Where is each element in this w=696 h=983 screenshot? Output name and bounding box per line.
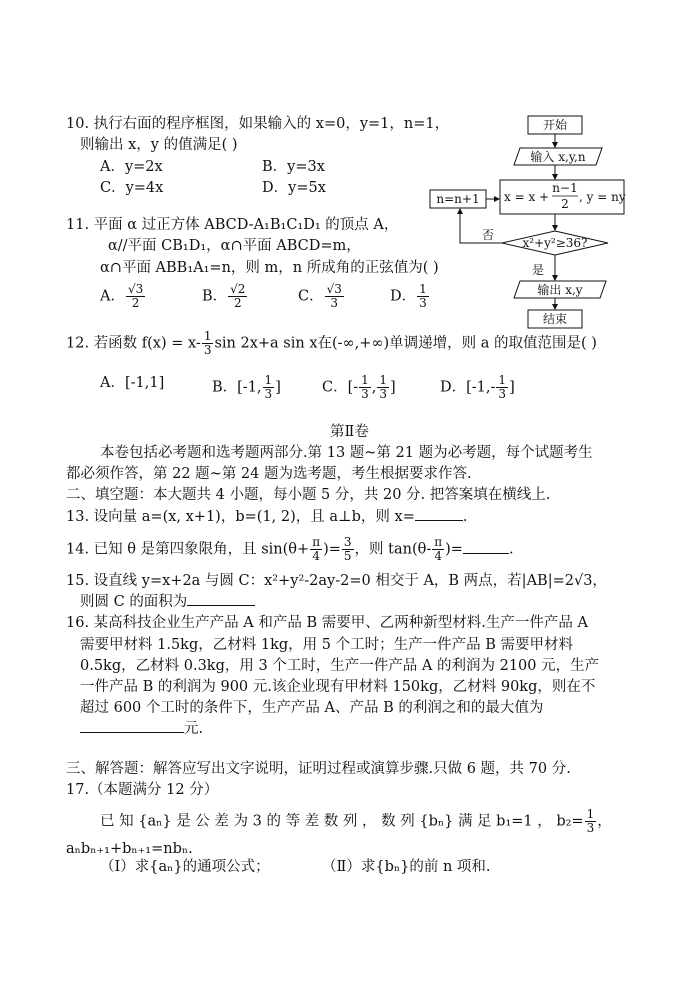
q11-option-d: D． $\frac{1}{3}$ — [390, 282, 427, 310]
q11-option-b: B． $\frac{√2}{2}$ — [202, 282, 246, 310]
flowchart-process-den: 2 — [561, 197, 569, 211]
q10-option-c: C．y=4x — [100, 180, 164, 196]
section-2-title: 第Ⅱ卷 — [330, 424, 369, 440]
section-2-intro-line2: 都必须作答，第 22 题~第 24 题为选考题，考生根据要求作答. — [66, 466, 472, 482]
q16-line4: 一件产品 B 的利润为 900 元.该企业现有甲材料 150kg，乙材料 90kg，则在不 — [80, 679, 596, 695]
flowchart-start-label: 开始 — [542, 118, 568, 132]
q17-part1: （Ⅰ）求{aₙ}的通项公式； — [100, 859, 270, 875]
q16-answer-line: 元. — [80, 720, 203, 738]
q12-option-b: B．[-1, $\frac{1}{3}$ ] — [212, 373, 281, 401]
q17-title: 17.（本题满分 12 分） — [66, 782, 219, 798]
q10-option-a: A．y=2x — [100, 159, 163, 175]
q11-line3: α∩平面 ABB₁A₁=n，则 m，n 所成角的正弦值为( ) — [100, 260, 439, 276]
q11-line2: α//平面 CB₁D₁，α∩平面 ABCD=m， — [108, 238, 361, 254]
q10-line1: 10. 执行右面的程序框图，如果输入的 x=0，y=1，n=1， — [66, 116, 450, 132]
flowchart-end-label: 结束 — [542, 312, 568, 326]
q17-part2: （Ⅱ）求{bₙ}的前 n 项和. — [322, 859, 491, 875]
q11-line1: 11. 平面 α 过正方体 ABCD-A₁B₁C₁D₁ 的顶点 A， — [66, 217, 399, 233]
flowchart-input-label: 输入 x,y,n — [530, 150, 586, 164]
flowchart-increment-label: n=n+1 — [436, 192, 480, 206]
flowchart-output-label: 输出 x,y — [537, 283, 583, 297]
q16-line2: 需要甲材料 1.5kg，乙材料 1kg，用 5 个工时；生产一件产品 B 需要甲材料 — [80, 637, 573, 653]
flowchart-process-num: n−1 — [552, 181, 578, 195]
q15-line2: 则圆 C 的面积为 — [80, 593, 255, 611]
q16-line3: 0.5kg，乙材料 0.3kg，用 3 个工时，生产一件产品 A 的利润为 2100 元，生产 — [80, 658, 600, 674]
q10-option-d: D．y=5x — [262, 180, 326, 196]
q12-option-c: C．[- $\frac{1}{3}$ , $\frac{1}{3}$ ] — [322, 373, 396, 401]
flowchart-condition-label: x²+y²≥36? — [522, 236, 588, 250]
q17-line1: 已 知 {aₙ} 是 公 差 为 3 的 等 差 数 列 ， 数 列 {bₙ} 满 足 b₁=1 ， b₂= $\frac{1}{3}$ ， — [100, 807, 612, 835]
q16-line1: 16. 某高科技企业生产产品 A 和产品 B 需要甲、乙两种新型材料.生产一件产品 A — [66, 615, 588, 631]
flowchart-yes-label: 是 — [532, 263, 545, 277]
q13: 13. 设向量 a=(x, x+1)，b=(1, 2)，且 a⊥b，则 x= . — [66, 509, 468, 525]
flowchart-no-label: 否 — [482, 228, 495, 242]
flowchart-process-post: , y = ny — [579, 190, 626, 204]
section-3-header: 三、解答题：解答应写出文字说明，证明过程或演算步骤.只做 6 题，共 70 分. — [66, 761, 571, 777]
q11-option-c: C． $\frac{√3}{3}$ — [298, 282, 342, 310]
q14: 14. 已知 θ 是第四象限角，且 sin(θ+ $\frac{\pi}{4}$ )= $\frac{3}{5}$ ，则 tan(θ- $\frac{\pi}{4}$ )= . — [66, 535, 514, 563]
q10-line2: 则输出 x，y 的值满足( ) — [80, 137, 238, 153]
q12-stem: 12. 若函数 f(x) = x- $\frac{1}{3}$ sin 2x+a sin x在(-∞,+∞)单调递增，则 a 的取值范围是( ) — [66, 329, 597, 357]
q11-option-a: A． $\frac{√3}{2}$ — [100, 282, 144, 310]
fill-in-header: 二、填空题：本大题共 4 小题，每小题 5 分，共 20 分. 把答案填在横线上. — [66, 487, 551, 503]
q12-option-d: D．[-1,- $\frac{1}{3}$ ] — [440, 373, 515, 401]
q16-line5: 超过 600 个工时的条件下，生产产品 A、产品 B 的利润之和的最大值为 — [80, 700, 544, 716]
q10-option-b: B．y=3x — [262, 159, 325, 175]
section-2-intro-line1: 本卷包括必考题和选考题两部分.第 13 题~第 21 题为必考题，每个试题考生 — [100, 445, 593, 461]
q17-line2: aₙbₙ₊₁+bₙ₊₁=nbₙ. — [66, 841, 193, 857]
program-flowchart — [428, 112, 632, 332]
q12-option-a: A．[-1,1] — [100, 375, 165, 391]
flowchart-process-pre: x = x + — [504, 190, 550, 204]
q15-line1: 15. 设直线 y=x+2a 与圆 C：x²+y²-2ay-2=0 相交于 A，B 两点，若|AB|=2√3， — [66, 573, 607, 589]
